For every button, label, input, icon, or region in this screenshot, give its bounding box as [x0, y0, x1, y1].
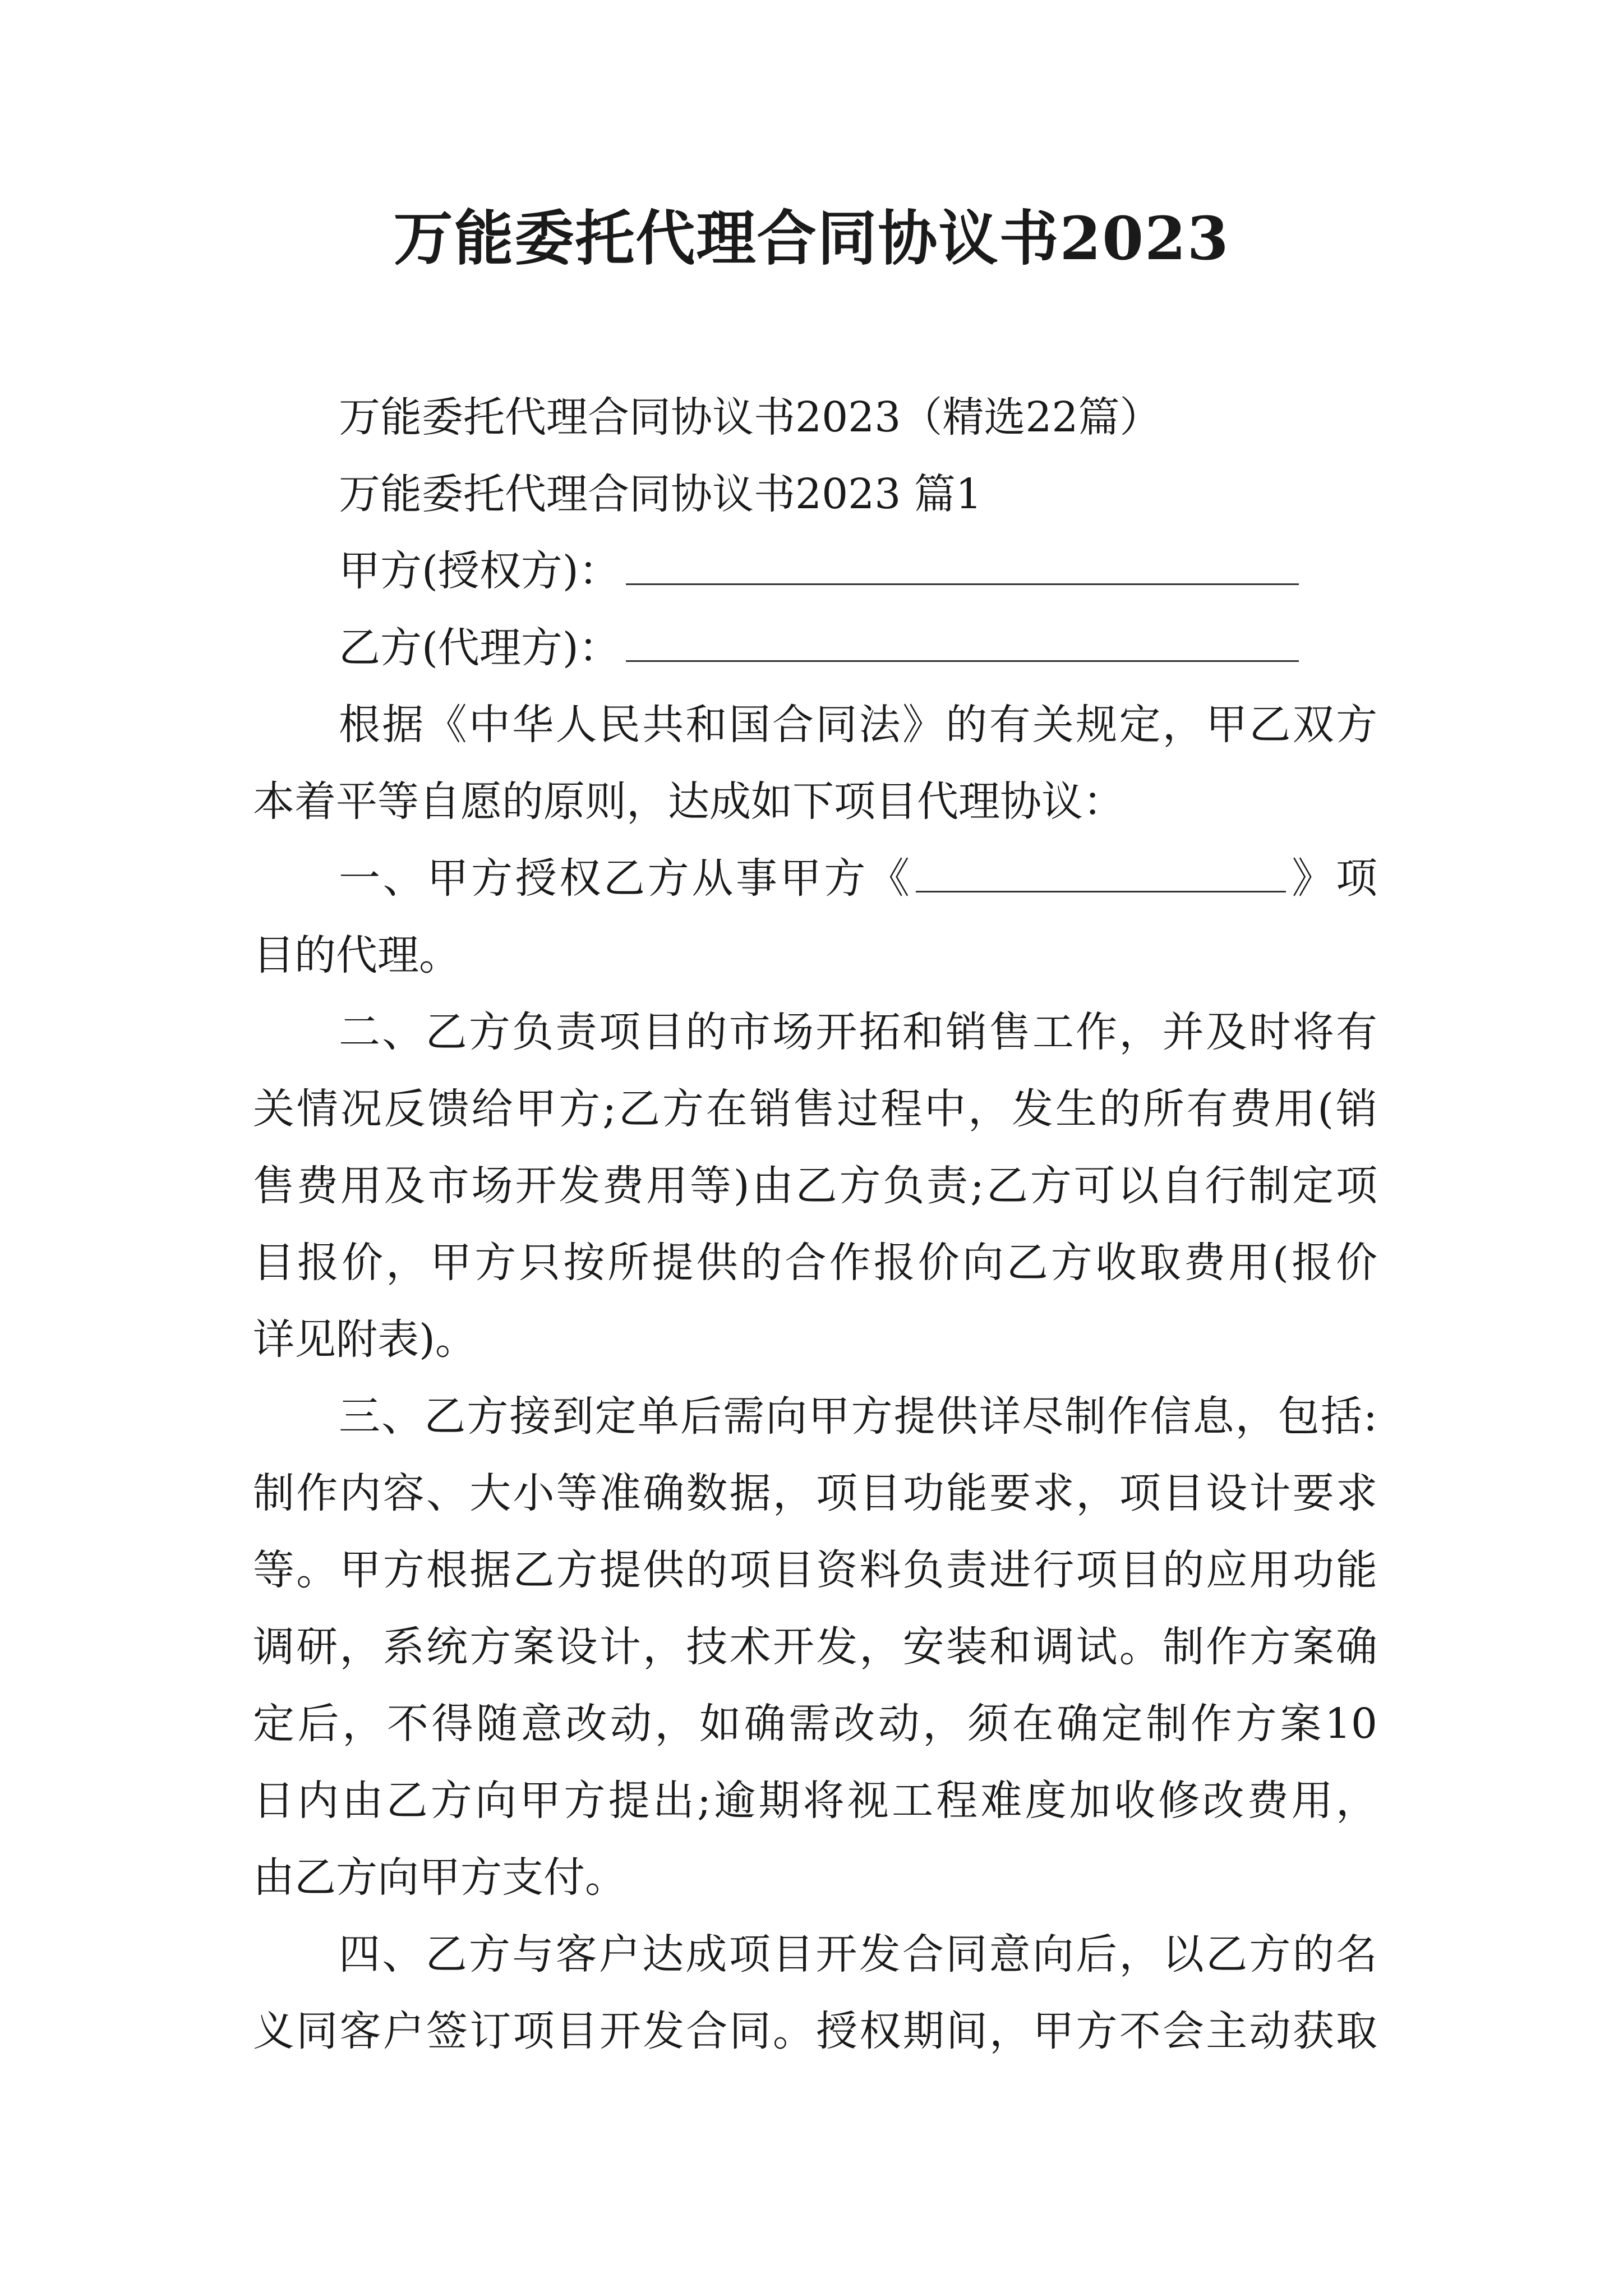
- party-a-blank: [626, 544, 1299, 585]
- clause-2-line: 详见附表)。: [253, 1315, 477, 1364]
- clause-1-before-blank: 一、甲方授权乙方从事甲方《: [339, 854, 912, 903]
- party-b-label: 乙方(代理方)：: [339, 624, 620, 672]
- document-subtitle: 万能委托代理合同协议书2023（精选22篇）: [339, 393, 1161, 441]
- clause-2-line: 关情况反馈给甲方;乙方在销售过程中，发生的所有费用(销: [253, 1085, 1377, 1133]
- clause-3-line: 制作内容、大小等准确数据，项目功能要求，项目设计要求: [253, 1469, 1377, 1517]
- document-title: 万能委托代理合同协议书2023: [393, 203, 1230, 273]
- intro-line: 根据《中华人民共和国合同法》的有关规定，甲乙双方: [339, 701, 1377, 749]
- clause-3-line: 等。甲方根据乙方提供的项目资料负责进行项目的应用功能: [253, 1546, 1377, 1594]
- party-b-row: [339, 609, 1377, 687]
- clause-1-after-blank: 》项: [1289, 854, 1378, 903]
- clause-2-line: 售费用及市场开发费用等)由乙方负责;乙方可以自行制定项: [253, 1162, 1377, 1210]
- party-a-row: [339, 532, 1377, 610]
- party-b-blank: [626, 621, 1299, 662]
- clause-3-line: 由乙方向甲方支付。: [253, 1853, 626, 1902]
- project-name-blank: [916, 852, 1286, 892]
- clause-2-line: 目报价，甲方只按所提供的合作报价向乙方收取费用(报价: [253, 1239, 1377, 1287]
- clause-3-line: 日内由乙方向甲方提出;逾期将视工程难度加收修改费用，: [253, 1777, 1377, 1825]
- clause-1-continuation: 目的代理。: [253, 931, 460, 979]
- clause-1-line: [339, 840, 1377, 917]
- clause-3-line: 调研，系统方案设计，技术开发，安装和调试。制作方案确: [253, 1623, 1377, 1671]
- clause-4-line: 四、乙方与客户达成项目开发合同意向后，以乙方的名: [339, 1930, 1377, 1978]
- party-a-label: 甲方(授权方)：: [339, 547, 620, 595]
- section-heading: 万能委托代理合同协议书2023 篇1: [339, 470, 982, 518]
- clause-2-line: 二、乙方负责项目的市场开拓和销售工作，并及时将有: [339, 1008, 1377, 1056]
- clause-4-line: 义同客户签订项目开发合同。授权期间，甲方不会主动获取: [253, 2007, 1377, 2055]
- clause-3-line: 定后，不得随意改动，如确需改动，须在确定制作方案10: [253, 1700, 1377, 1748]
- clause-3-line: 三、乙方接到定单后需向甲方提供详尽制作信息，包括:: [339, 1392, 1377, 1441]
- intro-line: 本着平等自愿的原则，达成如下项目代理协议：: [253, 777, 1124, 826]
